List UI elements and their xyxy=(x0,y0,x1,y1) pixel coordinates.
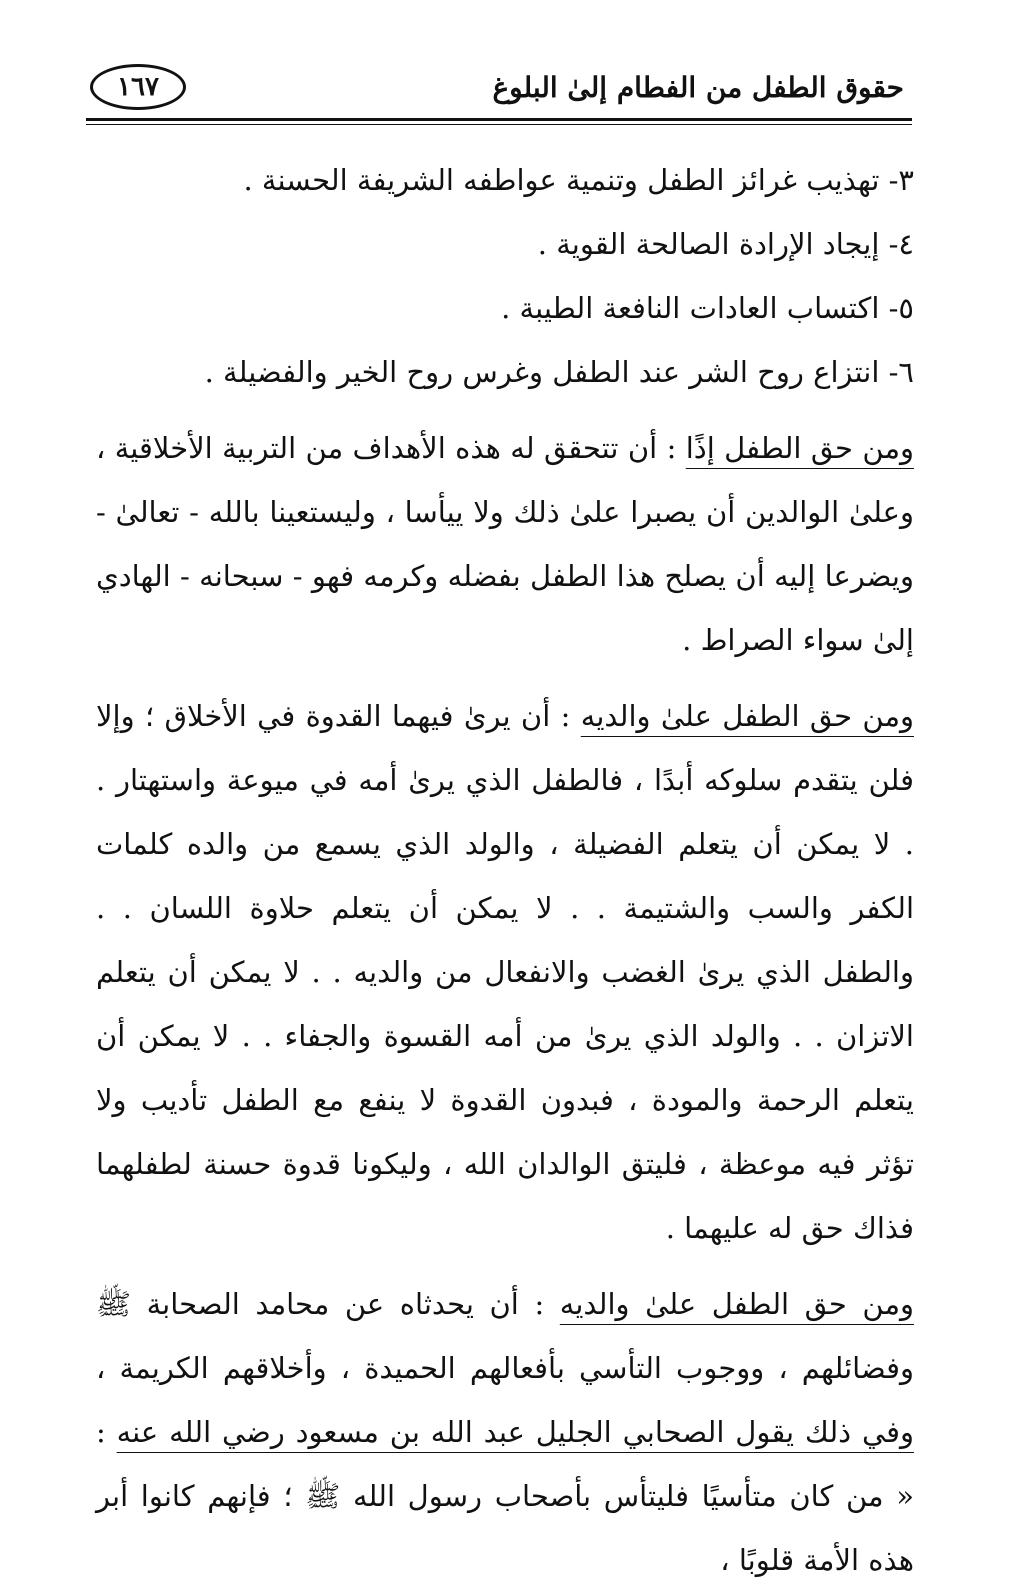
list-item: ٥- اكتساب العادات النافعة الطيبة . xyxy=(501,291,914,325)
paragraph-text: : أن تتحقق له هذه الأهداف من التربية الأخلاقية ، وعلىٰ الوالدين أن يصبرا علىٰ ذلك ولا ييأسا ، وليستعينا بالله - تعالىٰ - ويضرعا إليه أن يصلح هذا الطفل بفضله وكرمه فهو - سبحانه - الهادي إلىٰ سواء الصراط . xyxy=(96,431,914,657)
paragraph-text: : أن يحدثاه عن محامد الصحابة ﷺ وفضائلهم ، ووجوب التأسي بأفعالهم الحميدة ، وأخلاقهم الكريمة ، xyxy=(96,1287,914,1385)
quote-text: : « من كان متأسيًا فليتأس بأصحاب رسول الله ﷺ ؛ فإنهم كانوا أبر هذه الأمة قلوبًا ، xyxy=(96,1415,914,1577)
paragraph-lead: ومن حق الطفل إذًا xyxy=(685,431,914,465)
paragraph-text: : أن يرىٰ فيهما القدوة في الأخلاق ؛ وإلا فلن يتقدم سلوكه أبدًا ، فالطفل الذي يرىٰ أمه في ميوعة واستهتار . . لا يمكن أن يتعلم الفضيلة ، والولد الذي يسمع من والده كلمات الكفر والسب والشتيمة . . لا يمكن أن يتعلم حلاوة اللسان . . والطفل الذي يرىٰ الغضب والانفعال من والديه . . لا يمكن أن يتعلم الاتزان . . والولد الذي يرىٰ من أمه القسوة والجفاء . . لا يمكن أن يتعلم الرحمة والمودة ، فبدون القدوة لا ينفع مع الطفل تأديب ولا تؤثر فيه موعظة ، فليتق الوالدان الله ، وليكونا قدوة حسنة لطفلهما فذاك حق له عليهما . xyxy=(96,699,914,1245)
running-title: حقوق الطفل من الفطام إلىٰ البلوغ xyxy=(492,71,904,104)
page-number: ١٦٧ xyxy=(90,64,186,110)
header-rule-thick xyxy=(86,118,912,121)
header-rule-thin xyxy=(86,124,912,125)
page-body xyxy=(96,148,914,1592)
paragraph xyxy=(96,684,914,1260)
list-item: ٣- تهذيب غرائز الطفل وتنمية عواطفه الشريفة الحسنة . xyxy=(243,163,914,197)
list-item: ٦- انتزاع روح الشر عند الطفل وغرس روح الخير والفضيلة . xyxy=(204,355,914,389)
page-header xyxy=(86,60,912,124)
paragraph xyxy=(96,1272,914,1592)
list-item: ٤- إيجاد الإرادة الصالحة القوية . xyxy=(537,227,914,261)
paragraph-lead: ومن حق الطفل علىٰ والديه xyxy=(559,1287,914,1321)
paragraph xyxy=(96,416,914,672)
underlined-quote-intro: وفي ذلك يقول الصحابي الجليل عبد الله بن مسعود رضي الله عنه xyxy=(116,1415,914,1449)
paragraph-lead: ومن حق الطفل علىٰ والديه xyxy=(580,699,915,733)
